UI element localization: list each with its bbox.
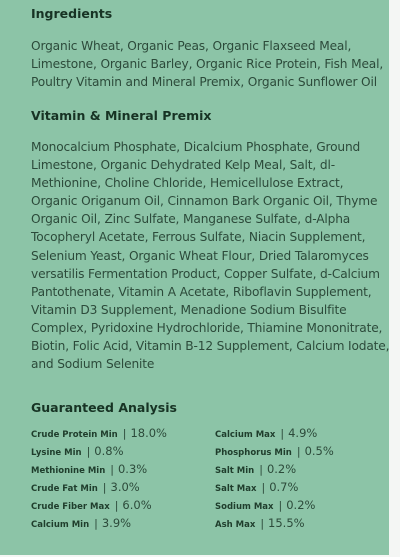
analysis-row [31,498,167,516]
ingredients-heading: Ingredients [31,6,113,21]
analysis-value: 4.9% [288,426,318,440]
analysis-label: Calcium Min [31,520,90,530]
analysis-value: 6.0% [122,498,152,512]
analysis-label: Crude Fat Min [31,484,98,494]
separator: | [278,499,283,512]
separator: | [259,463,263,476]
analysis-value: 0.3% [117,462,148,476]
separator: | [94,517,98,530]
analysis-value: 0.2% [266,462,297,476]
analysis-label: Crude Protein Min [31,430,118,440]
analysis-row [215,444,334,462]
analysis-label: Salt Max [215,484,257,494]
analysis-label: Calcium Max [215,430,276,440]
analysis-row [215,462,334,480]
analysis-label: Methionine Min [31,466,106,476]
analysis-row [215,516,334,534]
separator: | [102,481,107,494]
analysis-row [31,480,167,498]
analysis-label: Crude Fiber Max [31,502,110,512]
analysis-row [31,426,167,444]
separator: | [114,499,119,512]
analysis-row [215,480,334,498]
separator: | [110,463,114,476]
analysis-value: 0.5% [304,444,334,458]
analysis-label: Salt Min [215,466,255,476]
page-edge [389,0,400,557]
analysis-value: 0.7% [269,480,299,494]
analysis-label: Phosphorus Min [215,448,292,458]
analysis-row [31,444,167,462]
analysis-value: 3.0% [110,480,140,494]
analysis-right-column [215,426,334,534]
premix-heading: Vitamin & Mineral Premix [31,108,212,123]
analysis-row [31,462,167,480]
analysis-label: Lysine Min [31,448,82,458]
analysis-row [215,426,334,444]
analysis-label: Sodium Max [215,502,274,512]
separator: | [280,427,285,440]
separator: | [260,517,265,530]
analysis-value: 15.5% [268,516,305,530]
analysis-heading: Guaranteed Analysis [31,400,177,415]
analysis-value: 3.9% [101,516,132,530]
analysis-value: 18.0% [130,426,167,440]
separator: | [261,481,266,494]
separator: | [122,427,127,440]
analysis-left-column [31,426,167,534]
premix-text: Monocalcium Phosphate, Dicalcium Phosphate, Ground Limestone, Organic Dehydrated Kelp Meal, Salt, dl-Methionine, Choline Chloride, Hemicellulose Extract, Organic Origanum Oil, Cinnamon Bark Organic Oil, Thyme Organic Oil, Zinc Sulfate, Manganese Sulfate, d-Alpha Tocopheryl Acetate, Ferrous Sulfate, Niacin Supplement, Selenium Yeast, Organic Wheat Flour, Dried Talaromyces versatilis Fermentation Product, Copper Sulfate, d-Calcium Pantothenate, Vitamin A Acetate, Riboflavin Supplement, Vitamin D3 Supplement, Menadione Sodium Bisulfite Complex, Pyridoxine Hydrochloride, Thiamine Mononitrate, Biotin, Folic Acid, Vitamin B-12 Supplement, Calcium Iodate, and Sodium Selenite [31,140,390,372]
separator: | [296,445,301,458]
analysis-row [31,516,167,534]
analysis-value: 0.2% [286,498,316,512]
ingredients-text: Organic Wheat, Organic Peas, Organic Flaxseed Meal, Limestone, Organic Barley, Organic Rice Protein, Fish Meal, Poultry Vitamin and Mineral Premix, Organic Sunflower Oil [31,39,384,90]
analysis-value: 0.8% [94,444,124,458]
analysis-label: Ash Max [215,520,256,530]
analysis-row [215,498,334,516]
separator: | [86,445,91,458]
